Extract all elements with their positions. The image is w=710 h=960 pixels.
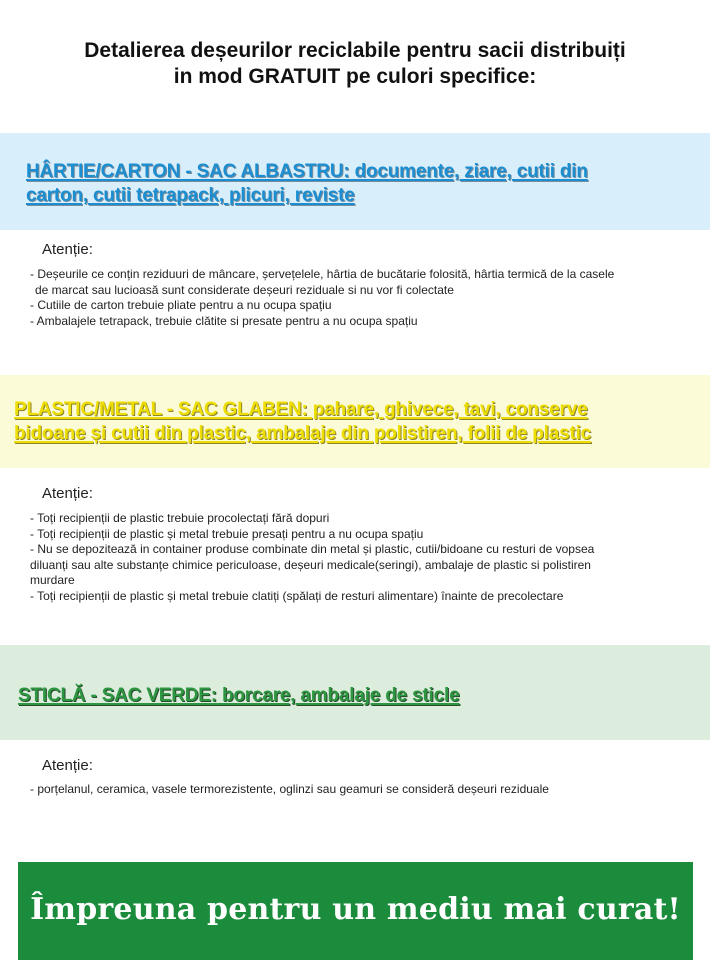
list-item: - Toți recipienții de plastic și metal trebuie clatiți (spălați de resturi alimentare) înainte de precolectare <box>30 588 564 603</box>
plastic-note-label: Atenție: <box>42 485 93 502</box>
list-item: de marcat sau lucioasă sunt considerate deșeuri reziduale si nu vor fi colectate <box>35 282 454 297</box>
plastic-heading-line-2: bidoane și cutii din plastic, ambalaje din polistiren, folii de plastic <box>14 423 592 444</box>
paper-note-list <box>30 267 702 329</box>
glass-section-banner <box>0 645 710 740</box>
paper-note-label: Atenție: <box>42 241 93 258</box>
list-item: murdare <box>30 573 75 587</box>
footer-slogan: Împreuna pentru un mediu mai curat! <box>30 891 681 927</box>
paper-section-heading <box>26 160 696 208</box>
glass-section-heading <box>18 684 698 708</box>
list-item: - Nu se depozitează in container produse combinate din metal și plastic, cutii/bidoane cu resturi de vopsea <box>30 542 595 556</box>
footer-banner <box>18 862 693 960</box>
list-item: - porțelanul, ceramica, vasele termorezistente, oglinzi sau geamuri se consideră deșeuri reziduale <box>30 782 549 796</box>
paper-heading-line-1: HÂRTIE/CARTON - SAC ALBASTRU: documente, ziare, cutii din <box>26 161 588 182</box>
paper-section-banner <box>0 133 710 230</box>
glass-note-list <box>30 782 702 798</box>
list-item: - Cutiile de carton trebuie pliate pentru a nu ocupa spațiu <box>30 298 332 312</box>
plastic-section-banner <box>0 375 710 468</box>
page-title-line-2: in mod GRATUIT pe culori specifice: <box>173 65 537 88</box>
page-title <box>0 38 710 90</box>
list-item: - Ambalajele tetrapack, trebuie clătite si presate pentru a nu ocupa spațiu <box>30 313 418 328</box>
plastic-note-list <box>30 511 702 604</box>
list-item: diluanți sau alte substanțe chimice periculoase, deșeuri medicale(seringi), ambalaje de plastic si polistiren <box>30 557 591 572</box>
plastic-heading-line-1: PLASTIC/METAL - SAC GLABEN: pahare, ghivece, tavi, conserve <box>14 399 588 420</box>
list-item: - Toți recipienții de plastic trebuie procolectați fără dopuri <box>30 511 330 525</box>
plastic-section-heading <box>14 398 704 446</box>
glass-note-label: Atenție: <box>42 757 93 774</box>
glass-heading-line-1: STICLĂ - SAC VERDE: borcare, ambalaje de sticle <box>18 685 460 706</box>
page-title-line-1: Detalierea deșeurilor reciclabile pentru sacii distribuiți <box>84 39 626 62</box>
list-item: - Toți recipienții de plastic și metal trebuie presați pentru a nu ocupa spațiu <box>30 526 424 541</box>
paper-heading-line-2: carton, cutii tetrapack, plicuri, reviste <box>26 185 355 206</box>
list-item: - Deșeurile ce conțin reziduuri de mâncare, șervețelele, hârtia de bucătarie folosită, hârtia termică de la casele <box>30 267 615 281</box>
